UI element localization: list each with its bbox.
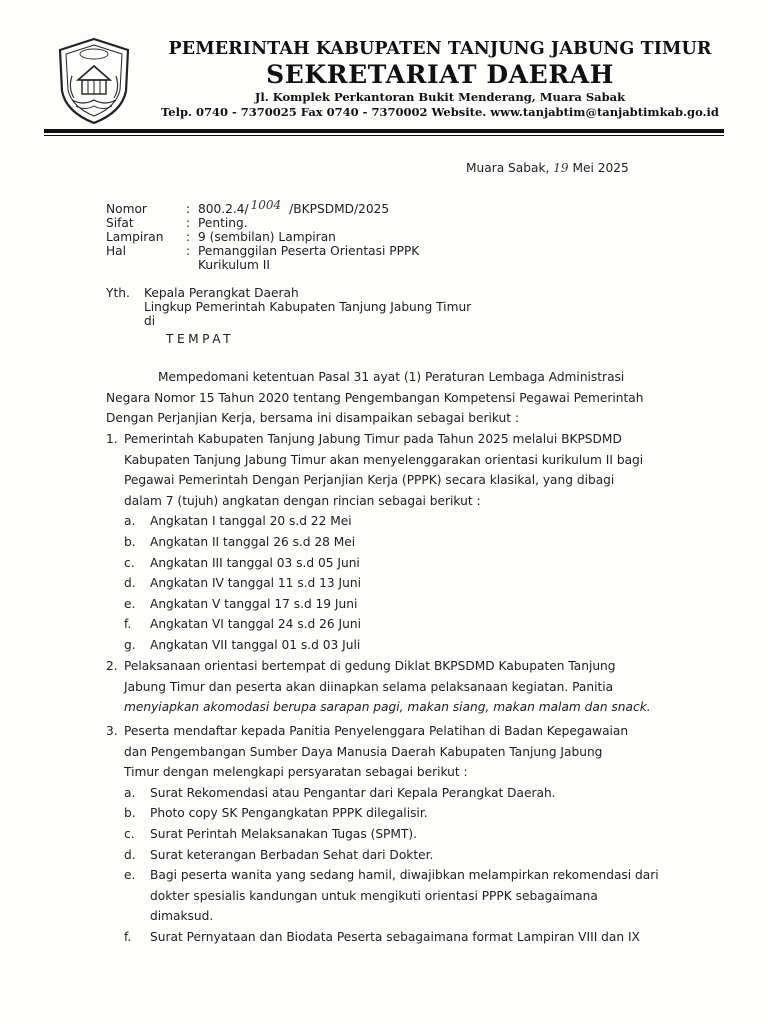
letterhead <box>150 38 730 120</box>
item-1-line-2: Kabupaten Tanjung Jabung Timur akan menyelenggarakan orientasi kurikulum II bagi <box>124 452 644 467</box>
meta-colon: : <box>186 202 191 216</box>
requirement-item-cont: dokter spesialis kandungan untuk mengikuti orientasi PPPK sebagaimana <box>150 888 598 903</box>
item-3-line-1: Peserta mendaftar kepada Panitia Penyelenggara Pelatihan di Badan Kepegawaian <box>124 724 629 738</box>
meta-value <box>198 244 498 272</box>
item-1-line-1: Pemerintah Kabupaten Tanjung Jabung Timur pada Tahun 2025 melalui BKPSDMD <box>124 432 622 446</box>
intro-line-3: Dengan Perjanjian Kerja, bersama ini disampaikan sebagai berikut : <box>106 411 520 426</box>
requirements-list <box>106 783 666 948</box>
item-2-line-3: menyiapkan akomodasi berupa sarapan pagi, makan siang, makan malam dan snack. <box>124 700 651 715</box>
item-number: 3. <box>106 724 118 738</box>
government-name: PEMERINTAH KABUPATEN TANJUNG JABUNG TIMUR <box>168 39 712 59</box>
item-1-line-3: Pegawai Pemerintah Dengan Perjanjian Kerja (PPPK) secara klasikal, yang dibagi <box>124 473 615 488</box>
meta-row-nomor <box>106 198 498 216</box>
recipient-line-1: Kepala Perangkat Daerah <box>144 286 299 300</box>
date-place: Muara Sabak, <box>466 161 550 175</box>
subject-line-2: Kurikulum II <box>198 258 270 272</box>
intro-line-1: Mempedomani ketentuan Pasal 31 ayat (1) Peraturan Lembaga Administrasi <box>158 370 625 384</box>
meta-colon: : <box>186 244 191 258</box>
intro-line-2: Negara Nomor 15 Tahun 2020 tentang Pengembangan Kompetensi Pegawai Pemerintah <box>106 390 644 405</box>
item-1-line-4: dalam 7 (tujuh) angkatan dengan rincian sebagai berikut : <box>124 493 481 508</box>
letter-number-prefix: 800.2.4/ <box>198 202 249 216</box>
intro-paragraph <box>106 367 664 429</box>
meta-row-hal <box>106 244 498 272</box>
letterhead-rule-thin <box>44 135 724 136</box>
meta-row-sifat <box>106 216 498 230</box>
meta-key: Hal <box>106 244 127 258</box>
recipient-salutation: Yth. <box>106 286 130 300</box>
meta-value: 9 (sembilan) Lampiran <box>198 230 336 244</box>
letter-number-handwritten: 1004 <box>250 198 282 212</box>
date-day-handwritten: 19 <box>553 161 569 175</box>
requirement-item: c. Surat Perintah Melaksanakan Tugas (SPMT). <box>124 826 417 841</box>
recipient-block <box>106 286 471 346</box>
batch-item: b. Angkatan II tanggal 26 s.d 28 Mei <box>124 534 356 549</box>
list-item-3 <box>106 721 666 948</box>
batch-item: a. Angkatan I tanggal 20 s.d 22 Mei <box>124 514 352 529</box>
item-number: 1. <box>106 432 118 446</box>
item-3-line-3: Timur dengan melengkapi persyaratan sebagai berikut : <box>124 765 468 780</box>
letter-meta <box>106 198 498 272</box>
meta-colon: : <box>186 230 191 244</box>
item-3-line-2: dan Pengembangan Sumber Daya Manusia Daerah Kabupaten Tanjung Jabung <box>124 744 603 759</box>
requirement-item-cont: dimaksud. <box>150 909 214 924</box>
letter-date <box>466 161 629 175</box>
meta-row-lampiran <box>106 230 498 244</box>
office-address: Jl. Komplek Perkantoran Bukit Menderang, Muara Sabak <box>254 90 626 104</box>
letterhead-rule-thick <box>44 129 724 133</box>
item-number: 2. <box>106 659 118 673</box>
meta-key: Nomor <box>106 202 147 216</box>
item-2-line-2: Jabung Timur dan peserta akan diinapkan selama pelaksanaan kegiatan. Panitia <box>124 679 614 694</box>
batch-item: d. Angkatan IV tanggal 11 s.d 13 Juni <box>124 576 361 591</box>
regency-coat-of-arms-icon <box>54 36 134 126</box>
meta-key: Lampiran <box>106 230 164 244</box>
letter-number-suffix: /BKPSDMD/2025 <box>289 202 390 216</box>
recipient-place: TEMPAT <box>166 332 235 346</box>
requirement-item: a. Surat Rekomendasi atau Pengantar dari Kepala Perangkat Daerah. <box>124 785 556 800</box>
meta-value <box>198 198 498 216</box>
meta-key: Sifat <box>106 216 134 230</box>
batch-list <box>106 511 666 655</box>
subject-line-1: Pemanggilan Peserta Orientasi PPPK <box>198 244 420 258</box>
recipient-line-3: di <box>144 314 156 328</box>
requirement-item: f. Surat Pernyataan dan Biodata Peserta sebagaimana format Lampiran VIII dan IX <box>124 929 640 944</box>
requirement-item: b. Photo copy SK Pengangkatan PPPK dilegalisir. <box>124 806 428 821</box>
requirement-item: d. Surat keterangan Berbadan Sehat dari Dokter. <box>124 847 434 862</box>
batch-item: f. Angkatan VI tanggal 24 s.d 26 Juni <box>124 617 361 632</box>
batch-item: e. Angkatan V tanggal 17 s.d 19 Juni <box>124 596 358 611</box>
batch-item: g. Angkatan VII tanggal 01 s.d 03 Juli <box>124 637 361 652</box>
batch-item: c. Angkatan III tanggal 03 s.d 05 Juni <box>124 555 360 570</box>
list-item-2 <box>106 656 666 718</box>
item-2-line-1: Pelaksanaan orientasi bertempat di gedung Diklat BKPSDMD Kabupaten Tanjung <box>124 659 616 673</box>
office-contact: Telp. 0740 - 7370025 Fax 0740 - 7370002 Website. www.tanjabtim@tanjabtimkab.go.id <box>161 105 719 119</box>
meta-colon: : <box>186 216 191 230</box>
date-month-year: Mei 2025 <box>572 161 629 175</box>
office-name: SEKRETARIAT DAERAH <box>266 60 614 89</box>
list-item-1 <box>106 429 666 656</box>
recipient-line-2: Lingkup Pemerintah Kabupaten Tanjung Jabung Timur <box>144 300 472 314</box>
requirement-item: e. Bagi peserta wanita yang sedang hamil, diwajibkan melampirkan rekomendasi dari <box>124 868 659 883</box>
meta-value: Penting. <box>198 216 248 230</box>
